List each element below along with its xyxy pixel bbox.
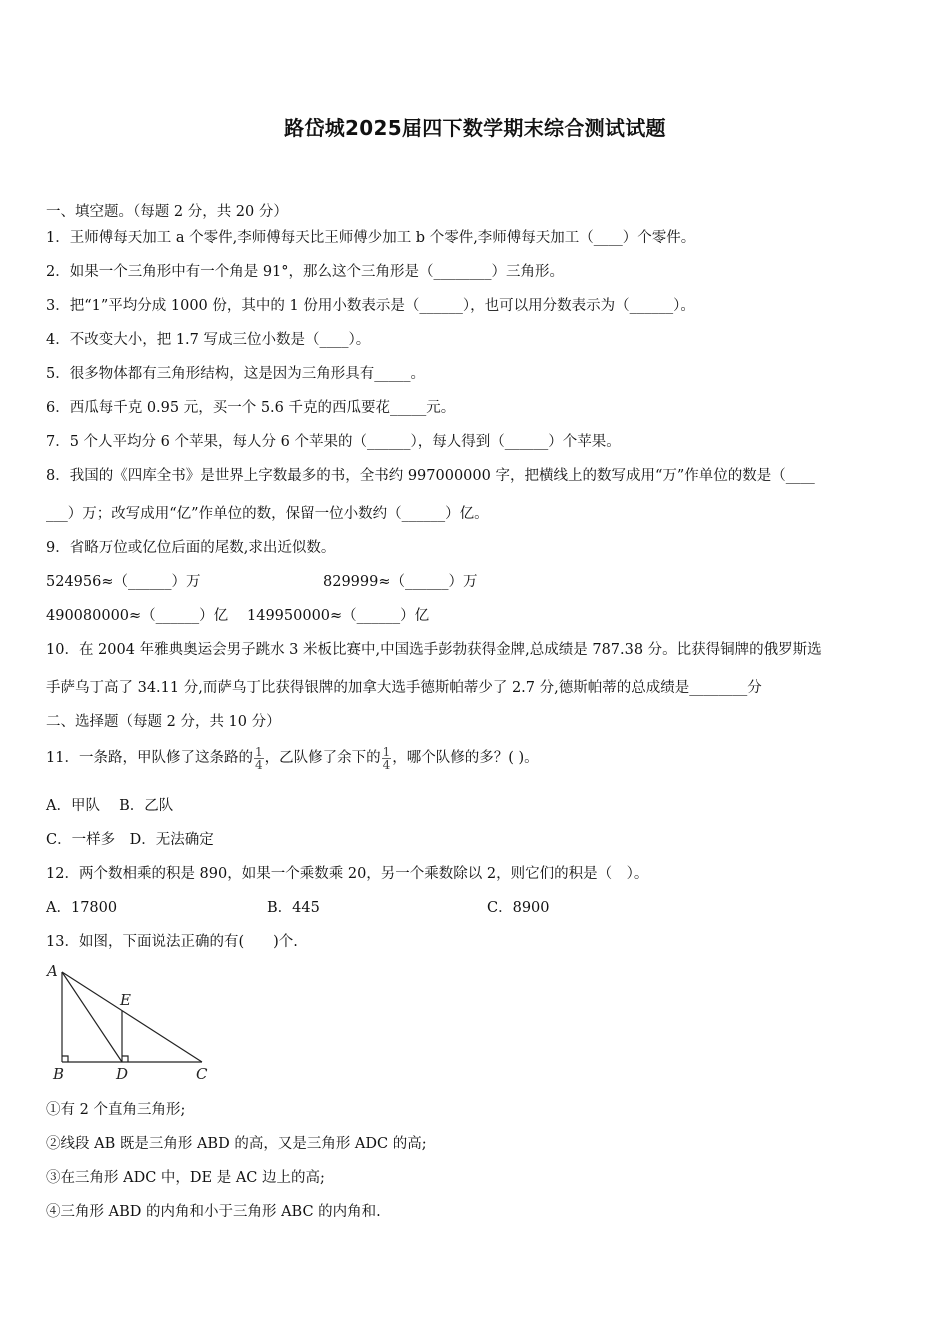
right-angle-mark-b	[62, 1056, 68, 1062]
question-13: 13．如图，下面说法正确的有( )个.	[46, 934, 298, 950]
right-angle-mark-d	[122, 1056, 128, 1062]
question-12-option-a: A．17800	[46, 900, 118, 916]
label-e: E	[120, 991, 131, 1009]
segment-ac	[62, 972, 202, 1062]
question-8-line-1: 8．我国的《四库全书》是世界上字数最多的书，全书约 997000000 字，把横线上的数写成用“万”作单位的数是（____	[46, 468, 815, 484]
segment-ad	[62, 972, 122, 1062]
question-11-text-1: 11．一条路，甲队修了这条路的	[46, 750, 253, 766]
question-11-text-2: ，乙队修了余下的	[264, 750, 381, 766]
question-1: 1．王师傅每天加工 a 个零件,李师傅每天比王师傅少加工 b 个零件,李师傅每天加工（____）个零件。	[46, 230, 696, 246]
statement-1: ①有 2 个直角三角形;	[46, 1102, 186, 1118]
question-9-item-b: 829999≈（______）万	[323, 574, 478, 590]
question-6: 6．西瓜每千克 0.95 元，买一个 5.6 千克的西瓜要花_____元。	[46, 400, 456, 416]
question-5: 5．很多物体都有三角形结构，这是因为三角形具有_____。	[46, 366, 425, 382]
label-c: C	[196, 1065, 208, 1083]
question-11	[46, 742, 539, 774]
fraction-numerator: 1	[254, 744, 263, 759]
fraction-one-quarter	[382, 746, 392, 771]
question-11-options-ab: A．甲队 B．乙队	[46, 798, 174, 814]
fraction-denominator: 4	[254, 757, 263, 772]
question-11-text-3: ，哪个队修的多？( )。	[392, 750, 539, 766]
question-9: 9．省略万位或亿位后面的尾数,求出近似数。	[46, 540, 336, 556]
triangle-figure	[44, 962, 224, 1086]
statement-4: ④三角形 ABD 的内角和小于三角形 ABC 的内角和.	[46, 1204, 381, 1220]
section-heading-choice: 二、选择题（每题 2 分，共 10 分）	[46, 714, 281, 730]
question-2: 2．如果一个三角形中有一个角是 91°，那么这个三角形是（________）三角形。	[46, 264, 565, 280]
question-7: 7．5 个人平均分 6 个苹果，每人分 6 个苹果的（______），每人得到（______）个苹果。	[46, 434, 621, 450]
fraction-numerator: 1	[382, 744, 391, 759]
question-11-options-cd: C．一样多 D．无法确定	[46, 832, 214, 848]
question-10-line-1: 10．在 2004 年雅典奥运会男子跳水 3 米板比赛中,中国选手彭勃获得金牌,总成绩是 787.38 分。比获得铜牌的俄罗斯选	[46, 642, 822, 658]
question-9-item-c: 490080000≈（______）亿	[46, 608, 229, 624]
question-9-item-d: 149950000≈（______）亿	[247, 608, 430, 624]
fraction-one-quarter	[254, 746, 264, 771]
label-a: A	[47, 962, 58, 980]
question-10-line-2: 手萨乌丁高了 34.11 分,而萨乌丁比获得银牌的加拿大选手德斯帕蒂少了 2.7 分,德斯帕蒂的总成绩是________分	[46, 680, 762, 696]
label-b: B	[53, 1065, 65, 1083]
question-9-item-a: 524956≈（______）万	[46, 574, 201, 590]
fraction-denominator: 4	[382, 757, 391, 772]
label-d: D	[116, 1065, 129, 1083]
page-title: 路岱城2025届四下数学期末综合测试试题	[284, 116, 666, 140]
question-12-option-c: C．8900	[487, 900, 550, 916]
question-12: 12．两个数相乘的积是 890，如果一个乘数乘 20，另一个乘数除以 2，则它们的积是（ ）。	[46, 866, 649, 882]
question-3: 3．把“1”平均分成 1000 份，其中的 1 份用小数表示是（______），也可以用分数表示为（______）。	[46, 298, 695, 314]
statement-2: ②线段 AB 既是三角形 ABD 的高，又是三角形 ADC 的高;	[46, 1136, 427, 1152]
section-heading-fill-blank: 一、填空题。（每题 2 分，共 20 分）	[46, 204, 288, 220]
question-8-line-2: ___）万；改写成用“亿”作单位的数，保留一位小数约（______）亿。	[46, 506, 489, 522]
question-12-option-b: B．445	[267, 900, 320, 916]
question-4: 4．不改变大小，把 1.7 写成三位小数是（____）。	[46, 332, 371, 348]
statement-3: ③在三角形 ADC 中，DE 是 AC 边上的高;	[46, 1170, 325, 1186]
